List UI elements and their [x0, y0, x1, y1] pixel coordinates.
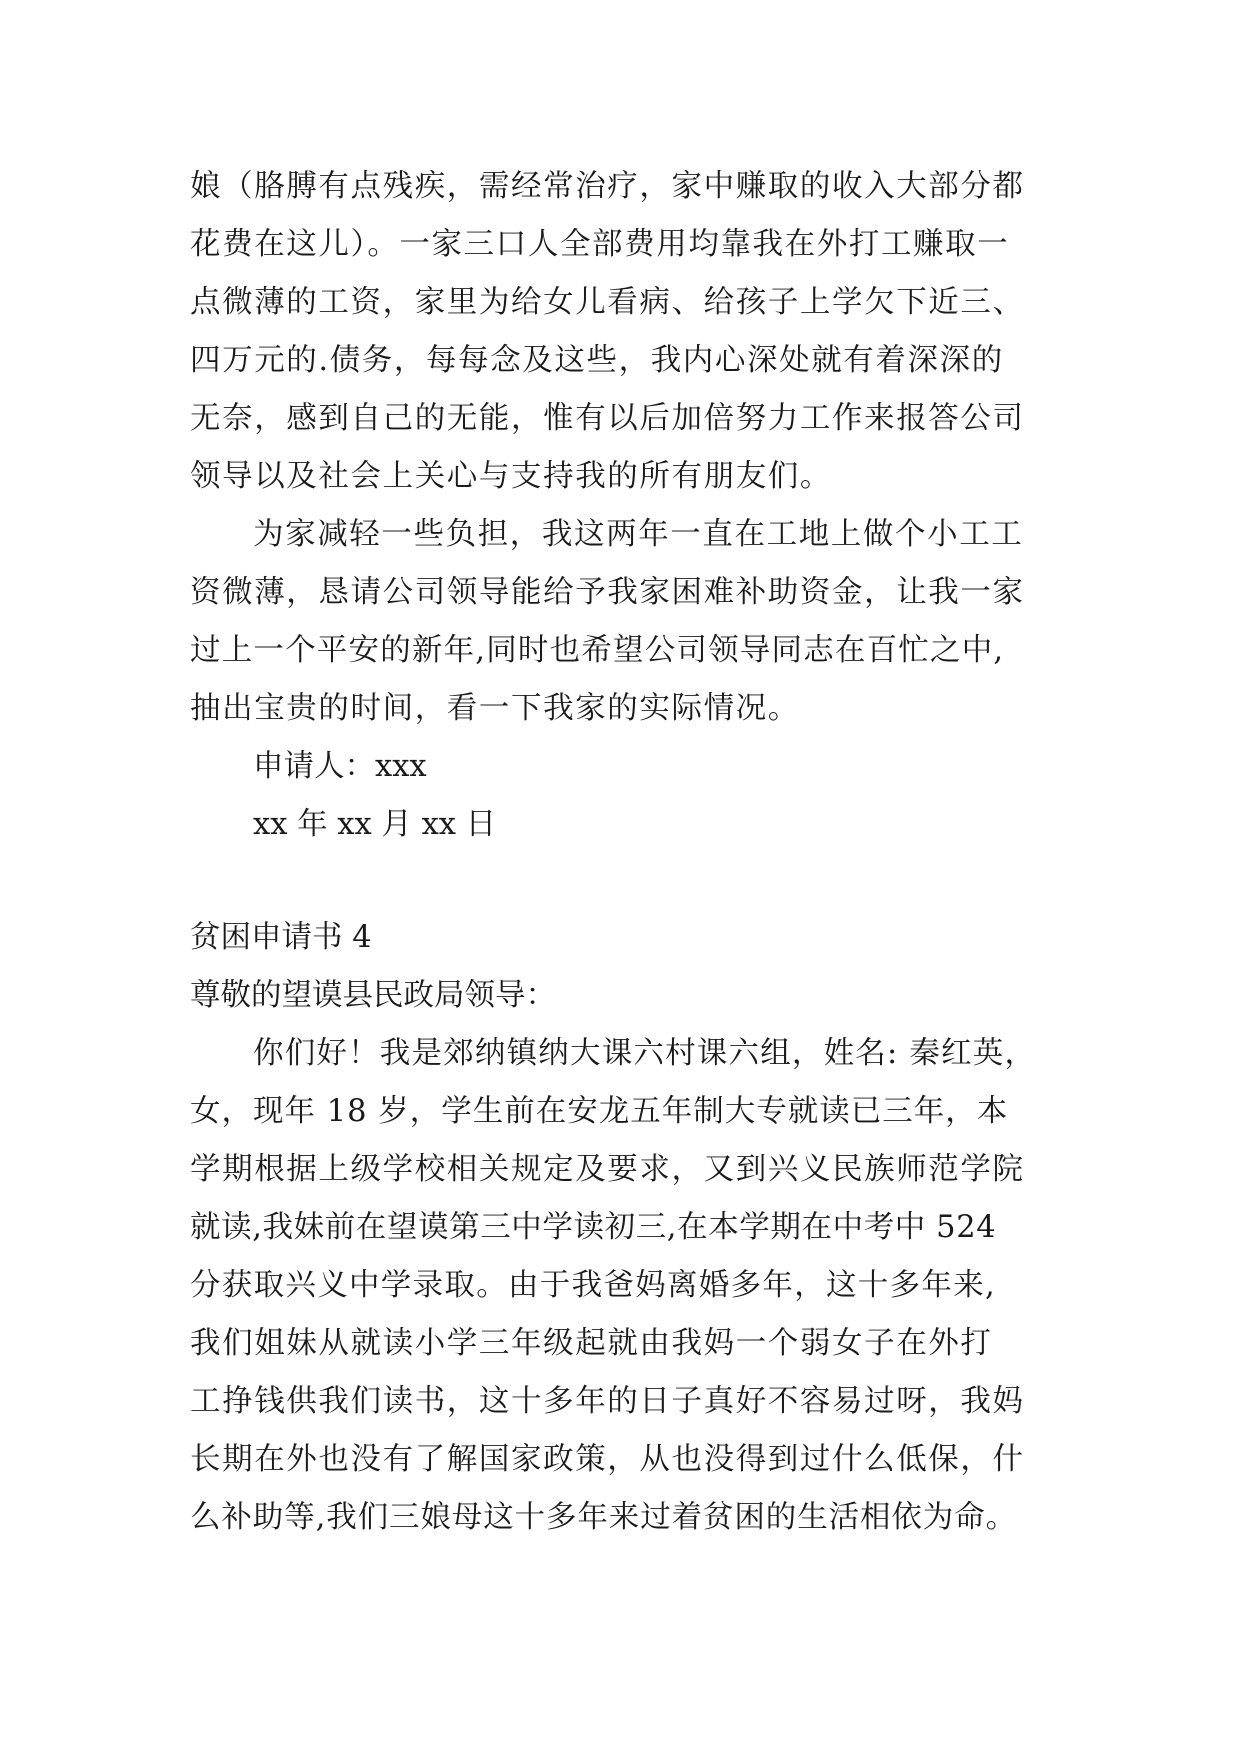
- paragraph-line: 女，现年 18 岁，学生前在安龙五年制大专就读已三年，本: [190, 1094, 1009, 1129]
- paragraph-line: 你们好！我是郊纳镇纳大课六村课六组，姓名: 秦红英，: [253, 1036, 1037, 1071]
- paragraph-line: 分获取兴义中学录取。由于我爸妈离婚多年，这十多年来,: [190, 1268, 996, 1303]
- paragraph-line: 点微薄的工资，家里为给女儿看病、给孩子上学欠下近三、: [190, 285, 1025, 320]
- applicant-signature: 申请人：xxx: [253, 749, 427, 784]
- paragraph-line: 就读,我妹前在望谟第三中学读初三,在本学期在中考中 524: [190, 1210, 997, 1245]
- paragraph-line: 长期在外也没有了解国家政策，从也没得到过什么低保，什: [190, 1442, 1025, 1477]
- signature-date: xx 年 xx 月 xx 日: [253, 807, 497, 842]
- paragraph-line: 抽出宝贵的时间，看一下我家的实际情况。: [190, 691, 800, 726]
- paragraph-line: 过上一个平安的新年,同时也希望公司领导同志在百忙之中,: [190, 633, 1005, 668]
- paragraph-line: 四万元的.债务，每每念及这些，我内心深处就有着深深的: [190, 343, 1004, 378]
- section-title: 贫困申请书 4: [190, 920, 372, 955]
- salutation: 尊敬的望谟县民政局领导：: [190, 978, 556, 1013]
- paragraph-line: 工挣钱供我们读书，这十多年的日子真好不容易过呀，我妈: [190, 1384, 1025, 1419]
- paragraph-line: 我们姐妹从就读小学三年级起就由我妈一个弱女子在外打: [190, 1326, 993, 1361]
- paragraph-line: 娘（胳膊有点残疾，需经常治疗，家中赚取的收入大部分都: [190, 169, 1025, 204]
- paragraph-line: 领导以及社会上关心与支持我的所有朋友们。: [190, 459, 832, 494]
- paragraph-line: 学期根据上级学校相关规定及要求，又到兴义民族师范学院: [190, 1152, 1025, 1187]
- paragraph-line: 为家减轻一些负担，我这两年一直在工地上做个小工工: [253, 517, 1024, 552]
- paragraph-line: 花费在这儿）。一家三口人全部费用均靠我在外打工赚取一: [190, 227, 1010, 262]
- paragraph-line: 无奈，感到自己的无能，惟有以后加倍努力工作来报答公司: [190, 401, 1025, 436]
- paragraph-line: 么补助等,我们三娘母这十多年来过着贫困的生活相依为命。: [190, 1500, 1017, 1535]
- paragraph-line: 资微薄，恳请公司领导能给予我家困难补助资金，让我一家: [190, 575, 1025, 610]
